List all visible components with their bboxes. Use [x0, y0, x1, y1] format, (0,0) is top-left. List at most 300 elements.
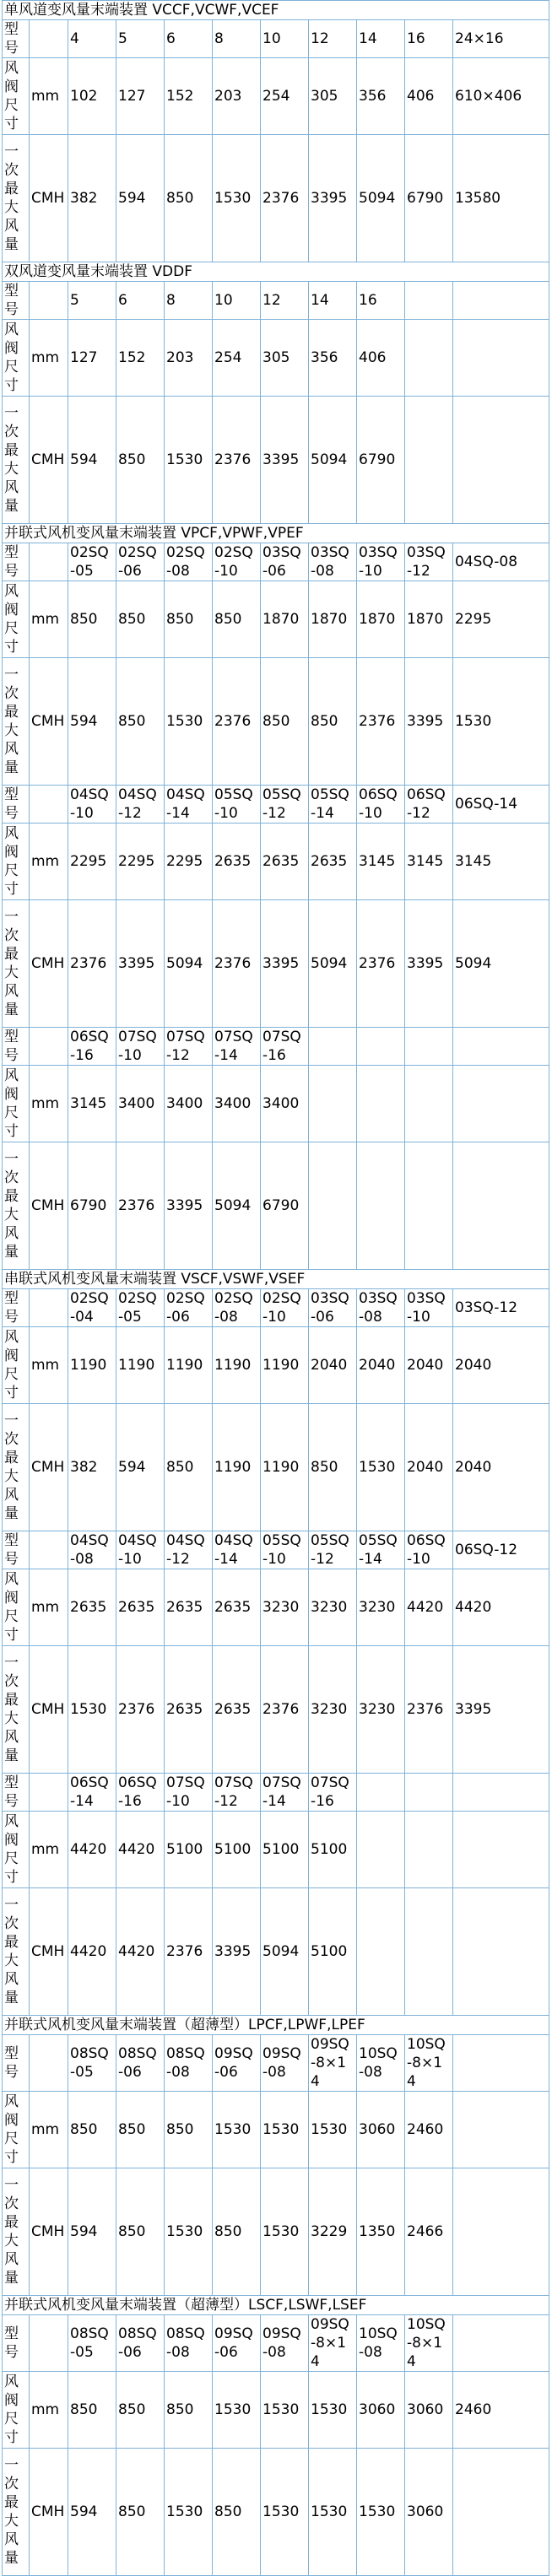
max-airflow-cell: 3395: [213, 1888, 261, 2016]
unit-cmh: CMH: [30, 900, 68, 1028]
damper-size-cell: 850: [68, 2092, 116, 2168]
damper-size-cell: 3145: [453, 824, 549, 900]
damper-size-cell: 3145: [357, 824, 405, 900]
max-airflow-cell: [453, 1142, 549, 1270]
damper-size-cell: 356: [357, 58, 405, 135]
model-cell: 14: [309, 282, 357, 320]
damper-size-cell: 1870: [405, 581, 453, 658]
damper-size-cell: 102: [68, 58, 116, 135]
model-cell: 09SQ-06: [213, 2315, 261, 2372]
model-cell: 09SQ-08: [261, 2315, 309, 2372]
model-cell: 03SQ-06: [261, 543, 309, 581]
model-cell: 06SQ-12: [405, 786, 453, 824]
model-cell: 02SQ-06: [116, 543, 165, 581]
max-airflow-cell: 382: [68, 135, 116, 262]
max-airflow-cell: [405, 1142, 453, 1270]
max-airflow-row: [3, 1888, 549, 2016]
damper-size-cell: 1870: [357, 581, 405, 658]
model-cell: 02SQ-05: [116, 1289, 165, 1327]
damper-size-cell: 2635: [68, 1569, 116, 1646]
max-airflow-cell: 1530: [261, 2168, 309, 2296]
unit-cell-empty: [30, 1774, 68, 1812]
max-airflow-cell: 2376: [213, 658, 261, 786]
model-cell: 02SQ-08: [165, 543, 213, 581]
max-airflow-cell: 3395: [405, 658, 453, 786]
model-label: 型号: [3, 282, 30, 320]
model-cell: 03SQ-10: [357, 543, 405, 581]
max-airflow-cell: 850: [116, 2168, 165, 2296]
model-cell: 10SQ-08: [357, 2035, 405, 2092]
model-cell: 07SQ-14: [261, 1774, 309, 1812]
max-airflow-cell: 3395: [261, 900, 309, 1028]
damper-size-label: 风阀尺寸: [3, 1569, 30, 1646]
damper-size-cell: 127: [68, 320, 116, 397]
damper-size-cell: 5100: [261, 1812, 309, 1888]
damper-size-cell: 3230: [357, 1569, 405, 1646]
damper-size-cell: 3230: [309, 1569, 357, 1646]
damper-size-cell: 3060: [357, 2372, 405, 2449]
model-cell: 05SQ-10: [261, 1531, 309, 1569]
section-title: 单风道变风量末端装置 VCCF,VCWF,VCEF: [3, 1, 549, 20]
damper-size-cell: [309, 1066, 357, 1142]
model-cell: 04SQ-08: [453, 543, 549, 581]
model-row: [3, 1774, 549, 1812]
damper-size-cell: 3400: [213, 1066, 261, 1142]
max-airflow-cell: 2466: [405, 2168, 453, 2296]
max-airflow-cell: 850: [213, 2449, 261, 2576]
section-title: 双风道变风量末端装置 VDDF: [3, 262, 549, 282]
damper-size-cell: 850: [116, 581, 165, 658]
damper-size-cell: 2635: [261, 824, 309, 900]
damper-size-cell: 850: [165, 2092, 213, 2168]
max-airflow-cell: 594: [68, 2449, 116, 2576]
damper-size-cell: [453, 1812, 549, 1888]
unit-mm: mm: [30, 824, 68, 900]
damper-size-cell: 2635: [165, 1569, 213, 1646]
max-airflow-cell: 6790: [68, 1142, 116, 1270]
model-cell: 06SQ-16: [68, 1028, 116, 1066]
model-cell: 07SQ-16: [309, 1774, 357, 1812]
max-airflow-cell: 1530: [165, 2168, 213, 2296]
model-cell: 02SQ-04: [68, 1289, 116, 1327]
max-airflow-label: 一次最大风量: [3, 900, 30, 1028]
unit-cell-empty: [30, 1028, 68, 1066]
max-airflow-cell: 1530: [213, 135, 261, 262]
damper-size-cell: 254: [261, 58, 309, 135]
model-label: 型号: [3, 1289, 30, 1327]
damper-size-cell: 1530: [309, 2092, 357, 2168]
max-airflow-cell: 1530: [357, 2449, 405, 2576]
max-airflow-cell: 2635: [213, 1646, 261, 1774]
model-cell: 6: [165, 20, 213, 58]
damper-size-cell: 2295: [453, 581, 549, 658]
model-cell: 08SQ-06: [116, 2035, 165, 2092]
max-airflow-cell: 3060: [405, 2449, 453, 2576]
max-airflow-label: 一次最大风量: [3, 658, 30, 786]
unit-cell-empty: [30, 1531, 68, 1569]
damper-size-cell: [453, 1066, 549, 1142]
damper-size-cell: 1530: [213, 2372, 261, 2449]
max-airflow-cell: 594: [68, 397, 116, 524]
max-airflow-cell: 2376: [261, 1646, 309, 1774]
model-cell: 04SQ-14: [213, 1531, 261, 1569]
damper-size-cell: 1530: [213, 2092, 261, 2168]
max-airflow-row: [3, 1404, 549, 1531]
max-airflow-label: 一次最大风量: [3, 2168, 30, 2296]
model-cell: 06SQ-10: [357, 786, 405, 824]
unit-cmh: CMH: [30, 1888, 68, 2016]
model-cell: 07SQ-10: [165, 1774, 213, 1812]
max-airflow-cell: 2376: [213, 900, 261, 1028]
max-airflow-cell: 1530: [165, 2449, 213, 2576]
damper-size-cell: [453, 2092, 549, 2168]
max-airflow-row: [3, 135, 549, 262]
model-cell: 04SQ-10: [116, 1531, 165, 1569]
damper-size-cell: 406: [405, 58, 453, 135]
damper-size-cell: [405, 1066, 453, 1142]
max-airflow-label: 一次最大风量: [3, 1888, 30, 2016]
damper-size-cell: 3060: [357, 2092, 405, 2168]
model-cell: [453, 2315, 549, 2372]
model-cell: 04SQ-14: [165, 786, 213, 824]
max-airflow-cell: [453, 2168, 549, 2296]
max-airflow-cell: 382: [68, 1404, 116, 1531]
damper-size-cell: 2040: [453, 1327, 549, 1404]
max-airflow-cell: 1530: [453, 658, 549, 786]
max-airflow-cell: 1190: [213, 1404, 261, 1531]
damper-size-cell: [357, 1812, 405, 1888]
model-cell: 14: [357, 20, 405, 58]
damper-size-row: [3, 1327, 549, 1404]
max-airflow-cell: 2376: [357, 900, 405, 1028]
model-cell: 08SQ-08: [165, 2035, 213, 2092]
section-title-row: [3, 1, 549, 20]
model-cell: [453, 2035, 549, 2092]
damper-size-cell: 203: [165, 320, 213, 397]
model-cell: 06SQ-14: [453, 786, 549, 824]
model-label: 型号: [3, 2315, 30, 2372]
damper-size-cell: 406: [357, 320, 405, 397]
max-airflow-label: 一次最大风量: [3, 1142, 30, 1270]
max-airflow-cell: 1530: [261, 2449, 309, 2576]
model-cell: [405, 1028, 453, 1066]
damper-size-cell: 850: [116, 2372, 165, 2449]
unit-cell-empty: [30, 543, 68, 581]
model-cell: 12: [309, 20, 357, 58]
max-airflow-row: [3, 900, 549, 1028]
model-cell: 06SQ-10: [405, 1531, 453, 1569]
section-title-row: [3, 2296, 549, 2315]
max-airflow-cell: [309, 1142, 357, 1270]
unit-cell-empty: [30, 1289, 68, 1327]
max-airflow-cell: 2376: [68, 900, 116, 1028]
damper-size-cell: 5100: [309, 1812, 357, 1888]
model-label: 型号: [3, 786, 30, 824]
model-cell: 08SQ-05: [68, 2315, 116, 2372]
max-airflow-cell: [405, 397, 453, 524]
max-airflow-row: [3, 2168, 549, 2296]
damper-size-label: 风阀尺寸: [3, 1812, 30, 1888]
model-cell: 09SQ-8×14: [309, 2035, 357, 2092]
model-cell: 02SQ-05: [68, 543, 116, 581]
damper-size-row: [3, 2092, 549, 2168]
spec-table-body: [3, 1, 549, 2576]
damper-size-cell: 1190: [261, 1327, 309, 1404]
vav-spec-table: [2, 0, 549, 2576]
damper-size-cell: 305: [309, 58, 357, 135]
max-airflow-cell: 2376: [213, 397, 261, 524]
model-cell: 6: [116, 282, 165, 320]
max-airflow-row: [3, 658, 549, 786]
max-airflow-cell: 3229: [309, 2168, 357, 2296]
max-airflow-cell: 2635: [165, 1646, 213, 1774]
damper-size-cell: 850: [68, 581, 116, 658]
damper-size-cell: 1530: [261, 2372, 309, 2449]
max-airflow-cell: [357, 1142, 405, 1270]
unit-cmh: CMH: [30, 658, 68, 786]
model-row: [3, 1028, 549, 1066]
damper-size-cell: 2635: [309, 824, 357, 900]
max-airflow-row: [3, 1142, 549, 1270]
max-airflow-cell: 3395: [261, 397, 309, 524]
damper-size-cell: 3230: [261, 1569, 309, 1646]
unit-mm: mm: [30, 2092, 68, 2168]
model-cell: 5: [68, 282, 116, 320]
damper-size-cell: 2040: [309, 1327, 357, 1404]
damper-size-cell: 4420: [405, 1569, 453, 1646]
model-label: 型号: [3, 1531, 30, 1569]
section-title-row: [3, 524, 549, 543]
damper-size-cell: 4420: [453, 1569, 549, 1646]
damper-size-cell: 1530: [309, 2372, 357, 2449]
damper-size-cell: 850: [68, 2372, 116, 2449]
model-cell: 12: [261, 282, 309, 320]
damper-size-cell: 5100: [213, 1812, 261, 1888]
model-cell: [357, 1028, 405, 1066]
damper-size-cell: 2040: [357, 1327, 405, 1404]
unit-mm: mm: [30, 320, 68, 397]
model-cell: 05SQ-14: [357, 1531, 405, 1569]
unit-cell-empty: [30, 2035, 68, 2092]
unit-cell-empty: [30, 282, 68, 320]
max-airflow-cell: 2040: [405, 1404, 453, 1531]
model-cell: 03SQ-08: [357, 1289, 405, 1327]
damper-size-label: 风阀尺寸: [3, 58, 30, 135]
damper-size-row: [3, 320, 549, 397]
max-airflow-cell: [453, 2449, 549, 2576]
max-airflow-cell: 4420: [68, 1888, 116, 2016]
max-airflow-cell: 2376: [116, 1142, 165, 1270]
unit-cell-empty: [30, 786, 68, 824]
max-airflow-cell: 850: [309, 1404, 357, 1531]
max-airflow-cell: 3395: [116, 900, 165, 1028]
max-airflow-cell: 3395: [309, 135, 357, 262]
model-cell: [453, 282, 549, 320]
model-cell: [453, 1774, 549, 1812]
model-cell: 10: [213, 282, 261, 320]
max-airflow-row: [3, 1646, 549, 1774]
model-cell: [405, 282, 453, 320]
damper-size-cell: 850: [165, 581, 213, 658]
model-row: [3, 786, 549, 824]
model-cell: 06SQ-12: [453, 1531, 549, 1569]
max-airflow-label: 一次最大风量: [3, 1646, 30, 1774]
max-airflow-cell: 594: [116, 1404, 165, 1531]
model-cell: 07SQ-16: [261, 1028, 309, 1066]
model-cell: 04SQ-12: [165, 1531, 213, 1569]
max-airflow-cell: 1530: [357, 1404, 405, 1531]
damper-size-cell: 850: [213, 581, 261, 658]
max-airflow-cell: 2376: [261, 135, 309, 262]
unit-mm: mm: [30, 1569, 68, 1646]
max-airflow-cell: 1530: [165, 658, 213, 786]
damper-size-row: [3, 581, 549, 658]
damper-size-row: [3, 1569, 549, 1646]
model-cell: 06SQ-14: [68, 1774, 116, 1812]
model-cell: 4: [68, 20, 116, 58]
section-title-row: [3, 1270, 549, 1289]
damper-size-cell: 3400: [165, 1066, 213, 1142]
model-cell: 16: [357, 282, 405, 320]
model-cell: 08SQ-05: [68, 2035, 116, 2092]
damper-size-cell: 152: [116, 320, 165, 397]
max-airflow-label: 一次最大风量: [3, 1404, 30, 1531]
damper-size-row: [3, 2372, 549, 2449]
damper-size-cell: 850: [165, 2372, 213, 2449]
model-cell: [357, 1774, 405, 1812]
model-cell: 5: [116, 20, 165, 58]
damper-size-cell: 2460: [405, 2092, 453, 2168]
model-label: 型号: [3, 2035, 30, 2092]
model-cell: 8: [165, 282, 213, 320]
model-cell: 05SQ-12: [261, 786, 309, 824]
max-airflow-cell: 3395: [165, 1142, 213, 1270]
damper-size-cell: 1190: [165, 1327, 213, 1404]
max-airflow-cell: 2376: [116, 1646, 165, 1774]
model-cell: 07SQ-12: [165, 1028, 213, 1066]
damper-size-cell: 2295: [68, 824, 116, 900]
max-airflow-cell: 1530: [309, 2449, 357, 2576]
damper-size-cell: [405, 320, 453, 397]
section-title: 并联式风机变风量末端装置 VPCF,VPWF,VPEF: [3, 524, 549, 543]
damper-size-cell: 2295: [116, 824, 165, 900]
section-title: 串联式风机变风量末端装置 VSCF,VSWF,VSEF: [3, 1270, 549, 1289]
unit-mm: mm: [30, 1066, 68, 1142]
model-cell: 02SQ-06: [165, 1289, 213, 1327]
model-cell: 07SQ-12: [213, 1774, 261, 1812]
damper-size-cell: 3400: [261, 1066, 309, 1142]
model-cell: 05SQ-12: [309, 1531, 357, 1569]
model-cell: 16: [405, 20, 453, 58]
max-airflow-cell: 850: [116, 397, 165, 524]
damper-size-cell: 2635: [116, 1569, 165, 1646]
damper-size-cell: 2460: [453, 2372, 549, 2449]
model-row: [3, 2035, 549, 2092]
max-airflow-cell: 1530: [68, 1646, 116, 1774]
damper-size-label: 风阀尺寸: [3, 320, 30, 397]
model-cell: 03SQ-12: [405, 543, 453, 581]
max-airflow-label: 一次最大风量: [3, 397, 30, 524]
damper-size-cell: 203: [213, 58, 261, 135]
model-cell: 10SQ-8×14: [405, 2315, 453, 2372]
damper-size-cell: 850: [116, 2092, 165, 2168]
max-airflow-cell: 594: [68, 658, 116, 786]
max-airflow-cell: 13580: [453, 135, 549, 262]
model-label: 型号: [3, 543, 30, 581]
damper-size-cell: [357, 1066, 405, 1142]
damper-size-cell: 3145: [68, 1066, 116, 1142]
max-airflow-cell: [453, 397, 549, 524]
max-airflow-cell: 3395: [453, 1646, 549, 1774]
model-cell: 8: [213, 20, 261, 58]
damper-size-cell: 2635: [213, 824, 261, 900]
damper-size-label: 风阀尺寸: [3, 1066, 30, 1142]
model-cell: 08SQ-06: [116, 2315, 165, 2372]
model-cell: 04SQ-08: [68, 1531, 116, 1569]
max-airflow-cell: [405, 1888, 453, 2016]
max-airflow-cell: 6790: [261, 1142, 309, 1270]
max-airflow-cell: 2376: [357, 658, 405, 786]
damper-size-cell: 5100: [165, 1812, 213, 1888]
damper-size-cell: 254: [213, 320, 261, 397]
max-airflow-row: [3, 397, 549, 524]
max-airflow-cell: 5094: [357, 135, 405, 262]
max-airflow-cell: 2376: [405, 1646, 453, 1774]
damper-size-cell: 2040: [405, 1327, 453, 1404]
unit-cmh: CMH: [30, 2449, 68, 2576]
model-cell: 02SQ-10: [261, 1289, 309, 1327]
damper-size-cell: 1870: [261, 581, 309, 658]
max-airflow-cell: 5094: [213, 1142, 261, 1270]
model-cell: 10SQ-8×14: [405, 2035, 453, 2092]
model-row: [3, 20, 549, 58]
unit-mm: mm: [30, 1812, 68, 1888]
damper-size-cell: 610×406: [453, 58, 549, 135]
unit-cmh: CMH: [30, 135, 68, 262]
model-cell: 07SQ-14: [213, 1028, 261, 1066]
model-cell: 09SQ-06: [213, 2035, 261, 2092]
damper-size-row: [3, 1066, 549, 1142]
model-row: [3, 282, 549, 320]
damper-size-label: 风阀尺寸: [3, 1327, 30, 1404]
unit-mm: mm: [30, 2372, 68, 2449]
model-cell: 03SQ-06: [309, 1289, 357, 1327]
damper-size-cell: 1530: [261, 2092, 309, 2168]
max-airflow-cell: 2376: [165, 1888, 213, 2016]
damper-size-label: 风阀尺寸: [3, 581, 30, 658]
model-label: 型号: [3, 1774, 30, 1812]
max-airflow-cell: 5094: [309, 397, 357, 524]
max-airflow-cell: 5094: [309, 900, 357, 1028]
model-cell: 02SQ-10: [213, 543, 261, 581]
unit-cmh: CMH: [30, 1646, 68, 1774]
max-airflow-cell: 850: [165, 135, 213, 262]
damper-size-row: [3, 1812, 549, 1888]
model-row: [3, 2315, 549, 2372]
max-airflow-cell: 850: [213, 2168, 261, 2296]
model-cell: 06SQ-16: [116, 1774, 165, 1812]
unit-mm: mm: [30, 581, 68, 658]
model-cell: 04SQ-10: [68, 786, 116, 824]
max-airflow-cell: 5094: [261, 1888, 309, 2016]
unit-cell-empty: [30, 2315, 68, 2372]
damper-size-cell: 127: [116, 58, 165, 135]
model-cell: 05SQ-10: [213, 786, 261, 824]
max-airflow-cell: 4420: [116, 1888, 165, 2016]
damper-size-cell: 3060: [405, 2372, 453, 2449]
model-cell: 09SQ-8×14: [309, 2315, 357, 2372]
max-airflow-cell: 594: [68, 2168, 116, 2296]
